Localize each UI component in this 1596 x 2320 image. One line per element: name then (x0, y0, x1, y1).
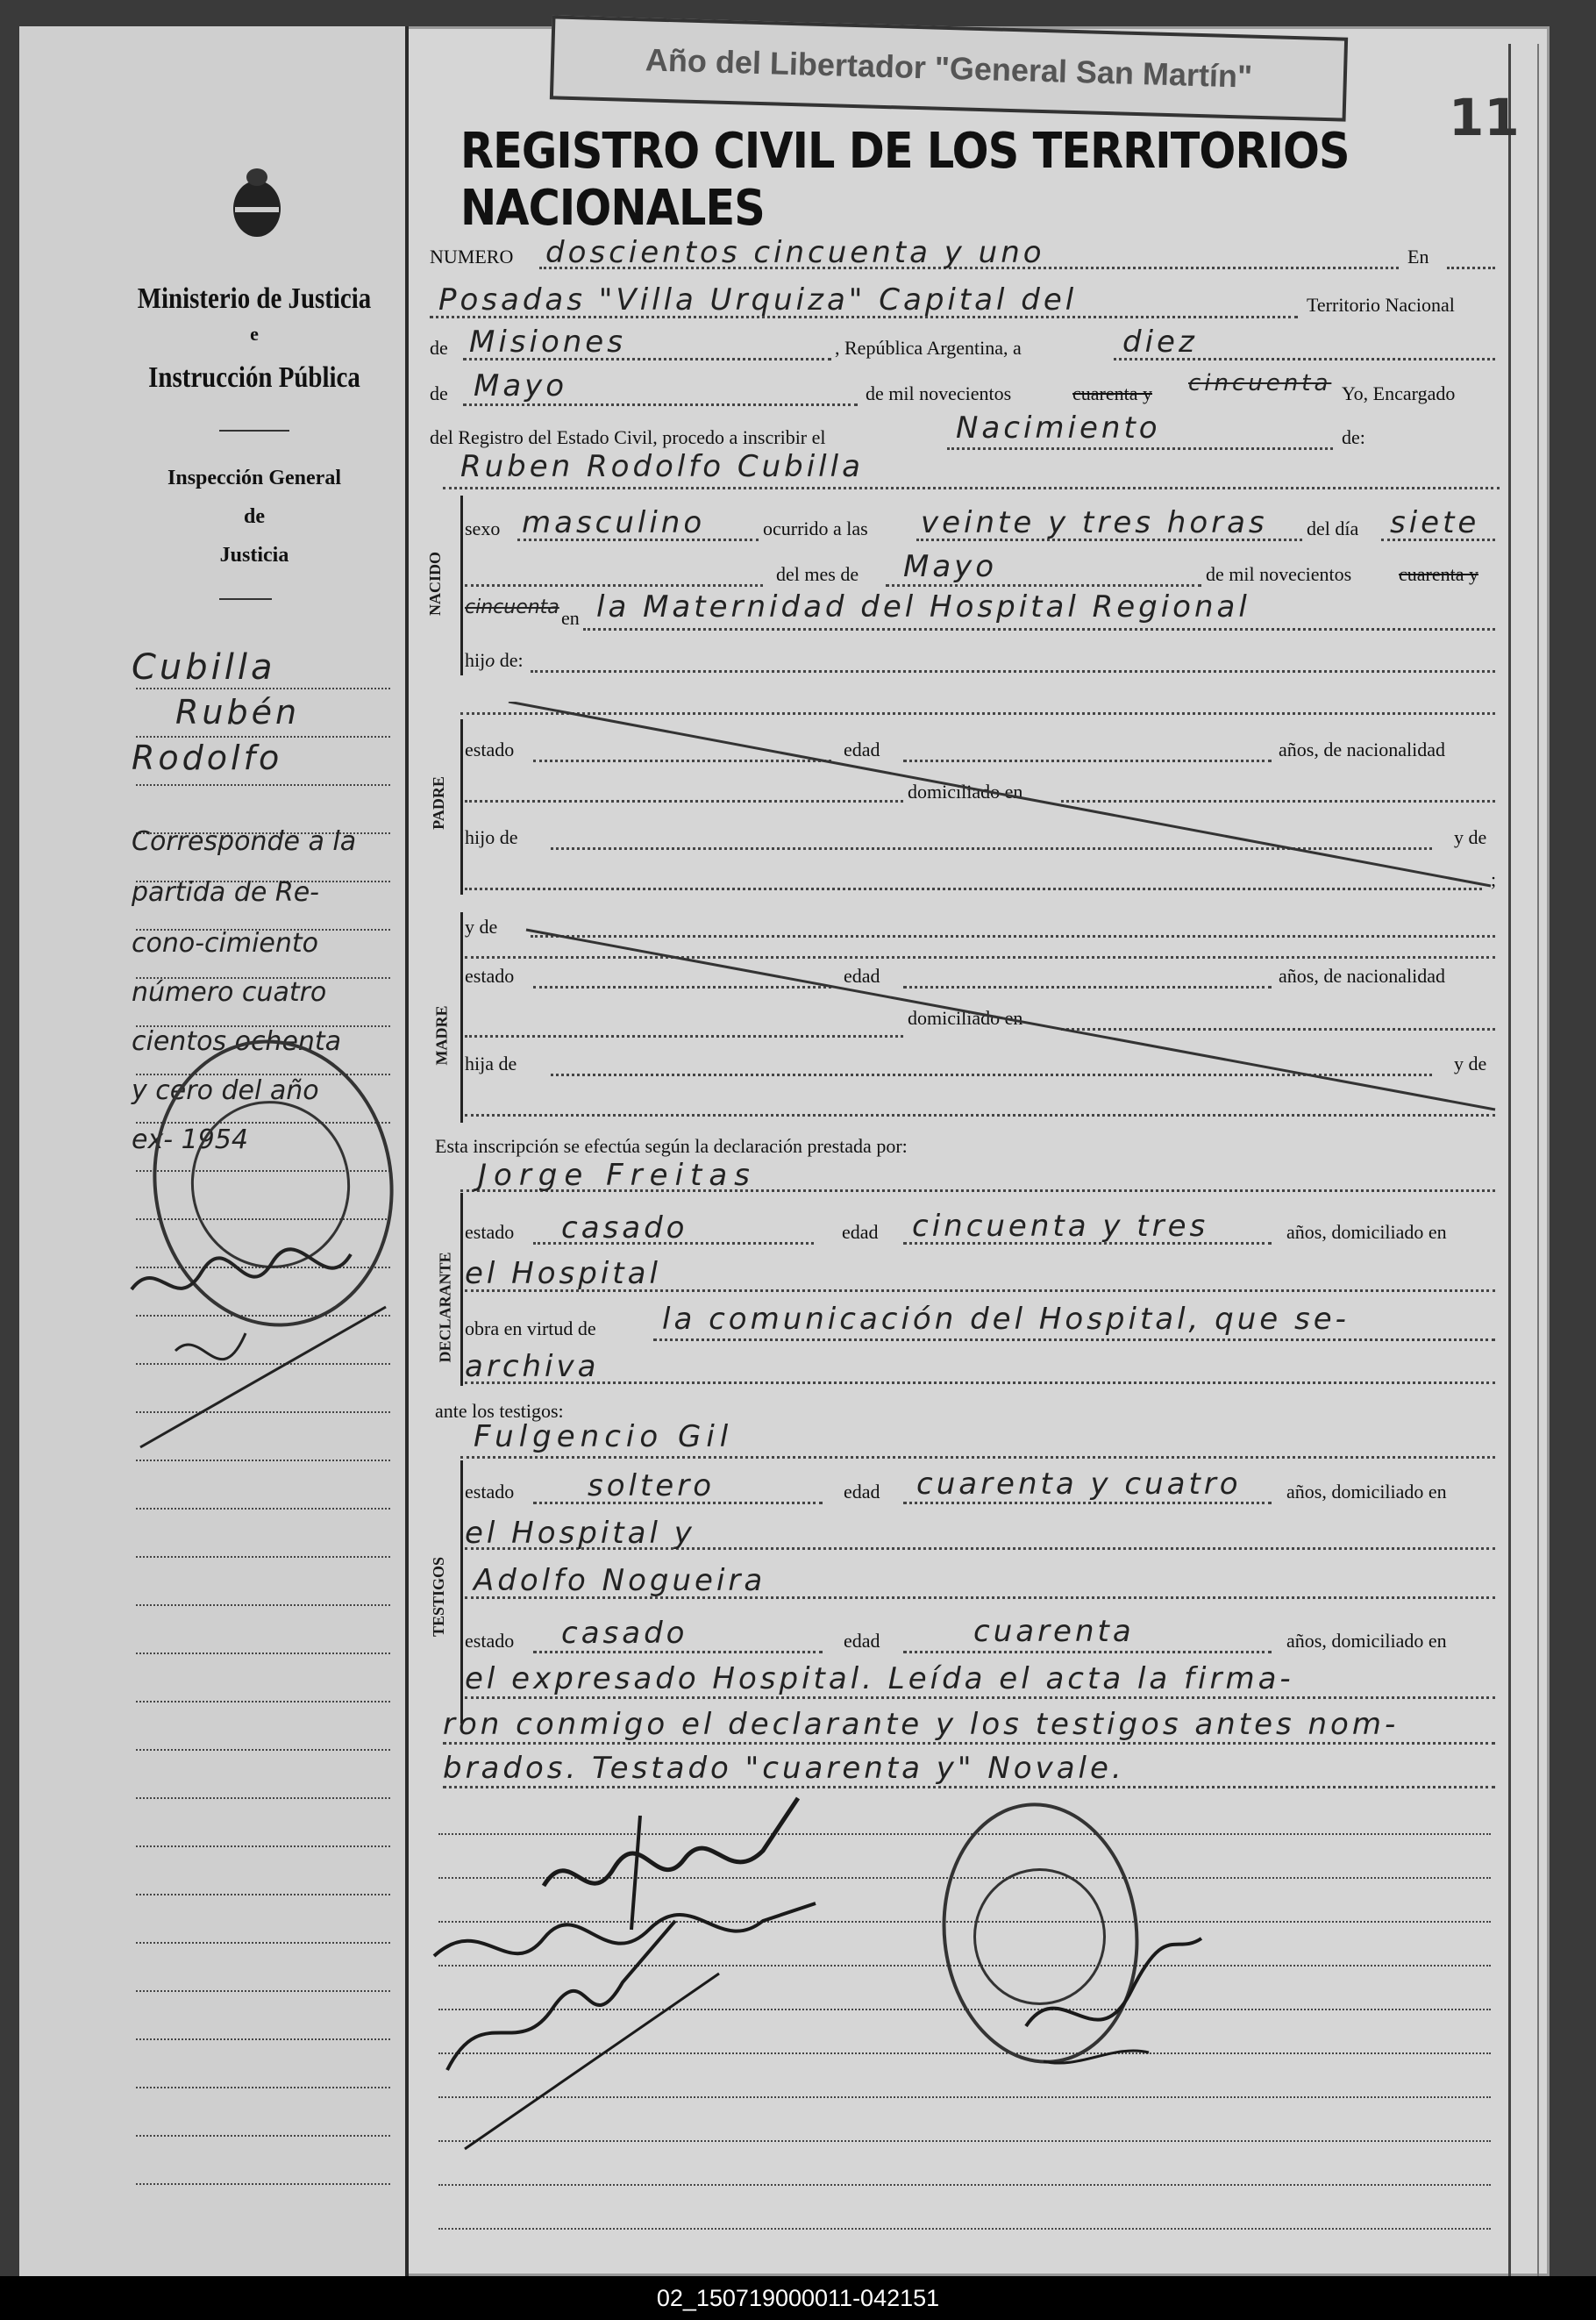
obra-line2 (465, 1381, 1495, 1384)
numero-label: NUMERO (430, 246, 514, 268)
acto-value: Nacimiento (956, 410, 1161, 446)
dia-value: diez (1122, 325, 1198, 360)
t1-estado: soltero (588, 1468, 715, 1503)
numero-value: doscientos cincuenta y uno (545, 235, 1045, 270)
sexo-value: masculino (522, 505, 706, 540)
madre-side-label: MADRE (432, 1005, 451, 1066)
padre-nac-label: años, de nacionalidad (1279, 739, 1445, 760)
padre-hijo-de-label: hijo de (465, 826, 518, 848)
margin-ruling-line (136, 1701, 390, 1703)
del-dia-label: del día (1307, 518, 1359, 539)
cross-out-lines (456, 702, 1508, 1123)
t1-domicilio: el Hospital y (465, 1516, 695, 1551)
declarante-side-label: DECLARANTE (436, 1252, 454, 1363)
de-label: de (430, 337, 448, 359)
en-line (1447, 267, 1495, 269)
t2-edad: cuarenta (973, 1614, 1135, 1649)
mes-nac-value: Mayo (903, 549, 998, 584)
margin-note-line: y cero del año (132, 1075, 319, 1106)
margin-ruling-line (136, 2038, 390, 2040)
t1-name-line (460, 1456, 1495, 1459)
margin-ruling-line (136, 1797, 390, 1799)
margin-note-line: ex- 1954 (132, 1124, 248, 1155)
yo-label: Yo, Encargado (1342, 382, 1456, 404)
margin-ruling-line (136, 2087, 390, 2088)
margin-ruling-line (136, 1556, 390, 1558)
decl-estado: casado (561, 1210, 688, 1246)
madre-edad-label: edad (844, 965, 880, 987)
page-edge (1508, 44, 1539, 2276)
cuarenta-struck: cuarenta y (1072, 382, 1152, 404)
t2-estado-label: estado (465, 1630, 515, 1652)
madre-nac-label: años, de nacionalidad (1279, 965, 1445, 987)
margin-note-line: Rubén (175, 693, 301, 732)
padre-y-de-label: y de (1454, 826, 1487, 848)
margin-signature (123, 1237, 403, 1465)
anio2-value: cincuenta (465, 596, 559, 618)
inspection-line3: Justicia (219, 544, 289, 567)
de3-label: de: (1342, 426, 1365, 448)
padre-edad-label: edad (844, 739, 880, 760)
madre-estado-label: estado (465, 965, 515, 987)
inscripcion-label: Esta inscripción se efectúa según la declaración prestada por: (435, 1135, 908, 1157)
page-title: REGISTRO CIVIL DE LOS TERRITORIOS NACIONALES (460, 123, 1350, 237)
margin-note-line: número cuatro (132, 977, 327, 1008)
mes-line (463, 403, 858, 406)
decl-edad-label: edad (842, 1221, 879, 1243)
obra-line (653, 1338, 1495, 1341)
sexo-label: sexo (465, 518, 501, 539)
padre-estado-label: estado (465, 739, 515, 760)
decl-edad: cincuenta y tres (912, 1209, 1209, 1244)
t2-dom-label: años, domiciliado en (1286, 1630, 1447, 1652)
lugar-nac-value: la Maternidad del Hospital Regional (596, 589, 1250, 625)
margin-ruling-line (136, 688, 390, 689)
t2-domicilio: el expresado Hospital. Leída el acta la firma- (465, 1661, 1294, 1696)
decl-domicilio: el Hospital (465, 1256, 661, 1291)
footer-image-id: 02_150719000011-042151 (0, 2276, 1596, 2320)
margin-note-line: Cubilla (132, 647, 276, 688)
margin-ruling-line (136, 1508, 390, 1510)
hijo-prefix: hij (465, 649, 486, 671)
mes-nac-line (886, 584, 1201, 587)
padre-side-label: PADRE (429, 776, 447, 830)
decl-nombre: Jorge Freitas (478, 1158, 757, 1193)
semicolon: ; (1491, 868, 1497, 890)
ministry-line1: Ministerio de Justicia (137, 282, 372, 315)
cierre1: ron conmigo el declarante y los testigos antes nom- (443, 1707, 1400, 1742)
t2-edad-line (903, 1651, 1272, 1653)
registro-label: del Registro del Estado Civil, procedo a inscribir el (430, 426, 826, 448)
dia-nac-value: siete (1390, 505, 1480, 540)
blank-line (465, 584, 763, 587)
decl-dom-label: años, domiciliado en (1286, 1221, 1447, 1243)
del-mes-label: del mes de (776, 563, 859, 585)
nombre-line (443, 487, 1500, 489)
signatures (430, 1781, 1307, 2219)
inspection-line2: de (244, 505, 265, 528)
ministry-line2: Instrucción Pública (148, 361, 360, 394)
t2-nombre: Adolfo Nogueira (474, 1563, 766, 1598)
page-number: 11 (1449, 88, 1520, 147)
nacido-side-label: NACIDO (426, 551, 445, 617)
ministry-conj: e (250, 323, 259, 345)
margin-note-line: Rodolfo (132, 739, 283, 777)
decl-estado-label: estado (465, 1221, 515, 1243)
mil-label: de mil novecientos (866, 382, 1012, 404)
margin-ruling-line (136, 2183, 390, 2185)
cuarenta2-struck: cuarenta y (1399, 563, 1478, 585)
t2-estado: casado (561, 1616, 688, 1651)
t2-dom-line (465, 1696, 1495, 1699)
t1-edad: cuarenta y cuatro (916, 1467, 1242, 1502)
lugar-nac-line (583, 628, 1495, 631)
margin-ruling-line (136, 1604, 390, 1606)
cierre-line1 (443, 1742, 1495, 1745)
hijo-line (531, 670, 1495, 673)
margin-ruling-line (136, 736, 390, 738)
margin-ruling-line (136, 1942, 390, 1944)
testigos-label: ante los testigos: (435, 1400, 564, 1422)
ocurrido-label: ocurrido a las (763, 518, 868, 539)
hora-value: veinte y tres horas (921, 505, 1268, 540)
testigos-side-label: TESTIGOS (430, 1556, 448, 1638)
madre-y-de2-label: y de (1454, 1053, 1487, 1074)
republica-label: , República Argentina, a (835, 337, 1022, 359)
t2-estado-line (533, 1651, 823, 1653)
acto-line (947, 447, 1333, 450)
obra-value: la comunicación del Hospital, que se- (662, 1302, 1350, 1337)
madre-y-de-label: y de (465, 916, 498, 938)
t1-nombre: Fulgencio Gil (474, 1419, 734, 1454)
inspection-line1: Inspección General (167, 467, 341, 489)
divider (219, 598, 272, 600)
obra-value2: archiva (465, 1349, 600, 1384)
margin-note-line: Corresponde a la (132, 826, 357, 857)
de2-label: de (430, 382, 448, 404)
t1-edad-label: edad (844, 1481, 880, 1503)
margin-ruling-line (136, 1845, 390, 1847)
t1-dom-label: años, domiciliado en (1286, 1481, 1447, 1503)
testigos-bracket (460, 1460, 463, 1724)
margin-ruling-line (136, 1749, 390, 1751)
mil2-label: de mil novecientos (1206, 563, 1352, 585)
margin-note-line: cono-cimiento (132, 928, 319, 959)
nacido-bracket (460, 496, 463, 675)
margin-note-line: partida de Re- (132, 877, 319, 908)
lugar-value: Posadas "Villa Urquiza" Capital del (438, 282, 1078, 318)
hijo-label (465, 649, 524, 672)
obra-label: obra en virtud de (465, 1317, 596, 1339)
margin-note-line: cientos ochenta (132, 1026, 342, 1057)
margin-ruling-line (136, 1894, 390, 1895)
madre-hija-de-label: hija de (465, 1053, 517, 1074)
blank-ruling-line (438, 2228, 1491, 2230)
margin-ruling-line (136, 784, 390, 786)
margin-ruling-line (136, 2135, 390, 2137)
territorio-value: Misiones (469, 325, 626, 360)
top-stamp: Año del Libertador "General San Martín" (550, 15, 1348, 121)
padre-dom-label: domiciliado en (908, 781, 1023, 803)
hijo-suffix: o (485, 649, 495, 671)
t1-edad-line (903, 1502, 1272, 1504)
de4-label: de: (499, 649, 524, 671)
divider (219, 430, 289, 432)
anio-value: cincuenta (1188, 370, 1332, 396)
territorio-label: Territorio Nacional (1307, 294, 1455, 316)
cierre2: brados. Testado "cuarenta y" Novale. (443, 1751, 1125, 1786)
nombre-value: Ruben Rodolfo Cubilla (460, 449, 864, 484)
en-label: En (1407, 246, 1429, 268)
t1-estado-label: estado (465, 1481, 515, 1503)
madre-dom-label: domiciliado en (908, 1007, 1023, 1029)
coat-of-arms-icon (226, 165, 288, 244)
margin-ruling-line (136, 1990, 390, 1992)
en2-label: en (561, 607, 580, 629)
margin-ruling-line (136, 1653, 390, 1654)
t2-edad-label: edad (844, 1630, 880, 1652)
mes-value: Mayo (474, 368, 568, 403)
declarante-bracket (460, 1193, 463, 1386)
